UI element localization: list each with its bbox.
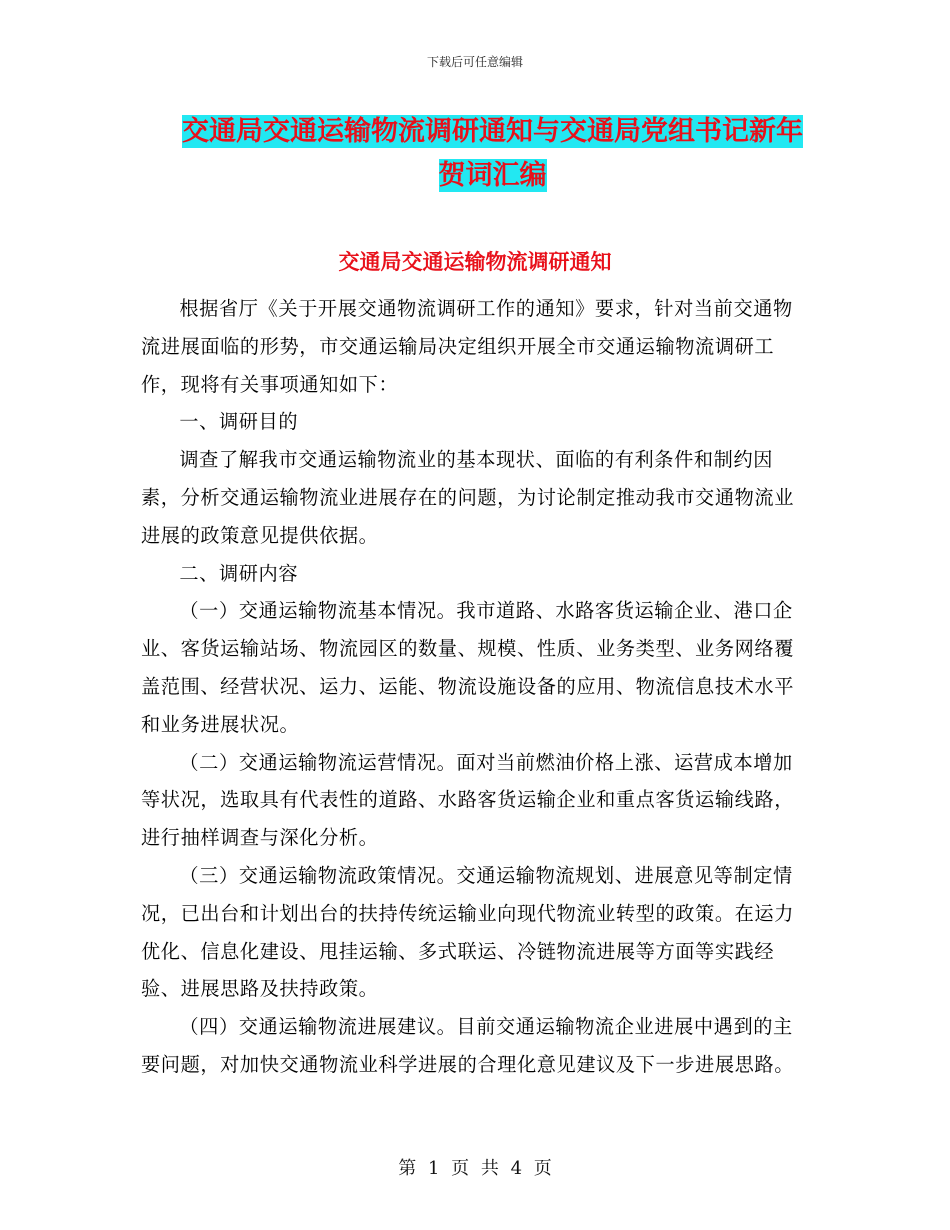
page-number-footer: 第 1 页 共 4 页 xyxy=(398,1158,552,1179)
paragraph-content-4: （四）交通运输物流进展建议。目前交通运输物流企业进展中遇到的主要问题，对加快交通物流业科学进展的合理化意见建议及下一步进展思路。 xyxy=(141,1015,794,1076)
paragraph-purpose: 调查了解我市交通运输物流业的基本现状、面临的有利条件和制约因素，分析交通运输物流业进展存在的问题，为讨论制定推动我市交通物流业进展的政策意见提供依据。 xyxy=(141,448,794,547)
document-body xyxy=(141,290,809,1084)
header-note: 下载后可任意编辑 xyxy=(426,55,523,69)
section-title: 交通局交通运输物流调研通知 xyxy=(338,250,612,274)
paragraph-content-1: （一）交通运输物流基本情况。我市道路、水路客货运输企业、港口企业、客货运输站场、物流园区的数量、规模、性质、业务类型、业务网络覆盖范围、经营状况、运力、运能、物流设施设备的应用、物流信息技术水平和业务进展状况。 xyxy=(141,599,794,736)
document-title-line-2: 贺词汇编 xyxy=(438,160,547,191)
heading-purpose: 一、调研目的 xyxy=(179,410,299,434)
paragraph-intro: 根据省厅《关于开展交通物流调研工作的通知》要求，针对当前交通物流进展面临的形势，市交通运输局决定组织开展全市交通运输物流调研工作，现将有关事项通知如下： xyxy=(141,297,793,396)
document-title-line-1: 交通局交通运输物流调研通知与交通局党组书记新年 xyxy=(182,116,803,147)
document-title xyxy=(160,110,825,198)
paragraph-content-2: （二）交通运输物流运营情况。面对当前燃油价格上涨、运营成本增加等状况，选取具有代表性的道路、水路客货运输企业和重点客货运输线路，进行抽样调查与深化分析。 xyxy=(141,750,794,850)
heading-content: 二、调研内容 xyxy=(179,561,299,585)
paragraph-content-3: （三）交通运输物流政策情况。交通运输物流规划、进展意见等制定情况，已出台和计划出台的扶持传统运输业向现代物流业转型的政策。在运力优化、信息化建设、甩挂运输、多式联运、冷链物流进展等方面等实践经验、进展思路及扶持政策。 xyxy=(141,863,794,1001)
